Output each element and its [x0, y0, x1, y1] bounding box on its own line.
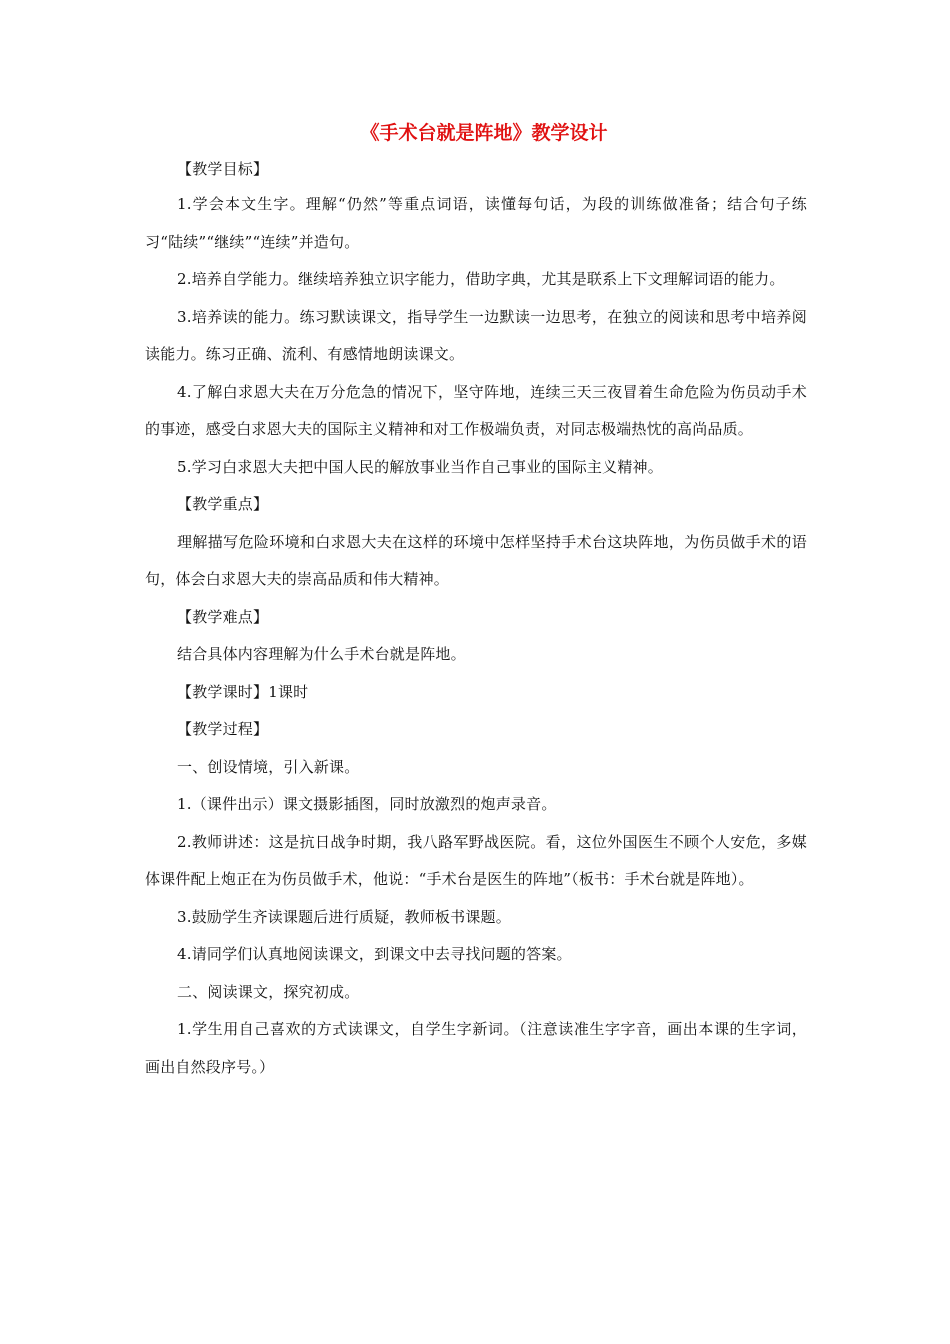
- section-heading-process: 【教学过程】: [177, 720, 269, 738]
- document-page: [145, 120, 807, 1086]
- objective-1: 1.学会本文生字。理解“仍然”等重点词语，读懂每句话，为段的训练做准备；结合句子练习“陆续”“继续”“连续”并造句。: [145, 195, 807, 251]
- process-step-1-heading: 一、创设情境，引入新课。: [177, 757, 360, 776]
- objective-4: 4.了解白求恩大夫在万分危急的情况下，坚守阵地，连续三天三夜冒着生命危险为伤员动手术的事迹，感受白求恩大夫的国际主义精神和对工作极端负责，对同志极端热忱的高尚品质。: [145, 382, 807, 438]
- process-step-1-item-3: 3.鼓励学生齐读课题后进行质疑，教师板书课题。: [177, 907, 511, 926]
- section-heading-key-points: 【教学重点】: [177, 495, 269, 513]
- process-step-2-heading: 二、阅读课文，探究初成。: [177, 982, 360, 1001]
- section-heading-difficulties: 【教学难点】: [177, 607, 269, 626]
- key-points-text: 理解描写危险环境和白求恩大夫在这样的环境中怎样坚持手术台这块阵地，为伤员做手术的语句，体会白求恩大夫的崇高品质和伟大精神。: [145, 532, 807, 588]
- document-title: 《手术台就是阵地》教学设计: [360, 122, 608, 144]
- difficulties-text: 结合具体内容理解为什么手术台就是阵地。: [177, 645, 466, 663]
- objective-5: 5.学习白求恩大夫把中国人民的解放事业当作自己事业的国际主义精神。: [177, 457, 663, 476]
- objective-3: 3.培养读的能力。练习默读课文，指导学生一边默读一边思考，在独立的阅读和思考中培养阅读能力。练习正确、流利、有感情地朗读课文。: [145, 307, 807, 363]
- section-heading-objectives: 【教学目标】: [177, 160, 269, 178]
- process-step-1-item-2: 2.教师讲述：这是抗日战争时期，我八路军野战医院。看，这位外国医生不顾个人安危，多媒体课件配上炮正在为伤员做手术，他说：“手术台是医生的阵地”（板书：手术台就是阵地）。: [145, 832, 807, 888]
- process-step-1-item-4: 4.请同学们认真地阅读课文，到课文中去寻找问题的答案。: [177, 945, 572, 963]
- process-step-1-item-1: 1.（课件出示）课文摄影插图，同时放激烈的炮声录音。: [177, 795, 557, 813]
- objective-2: 2.培养自学能力。继续培养独立识字能力，借助字典，尤其是联系上下文理解词语的能力。: [177, 270, 785, 288]
- section-heading-class-hours: 【教学课时】1课时: [177, 682, 309, 701]
- process-step-2-item-1: 1.学生用自己喜欢的方式读课文，自学生字新词。（注意读准生字字音，画出本课的生字词，画出自然段序号。）: [145, 1020, 807, 1076]
